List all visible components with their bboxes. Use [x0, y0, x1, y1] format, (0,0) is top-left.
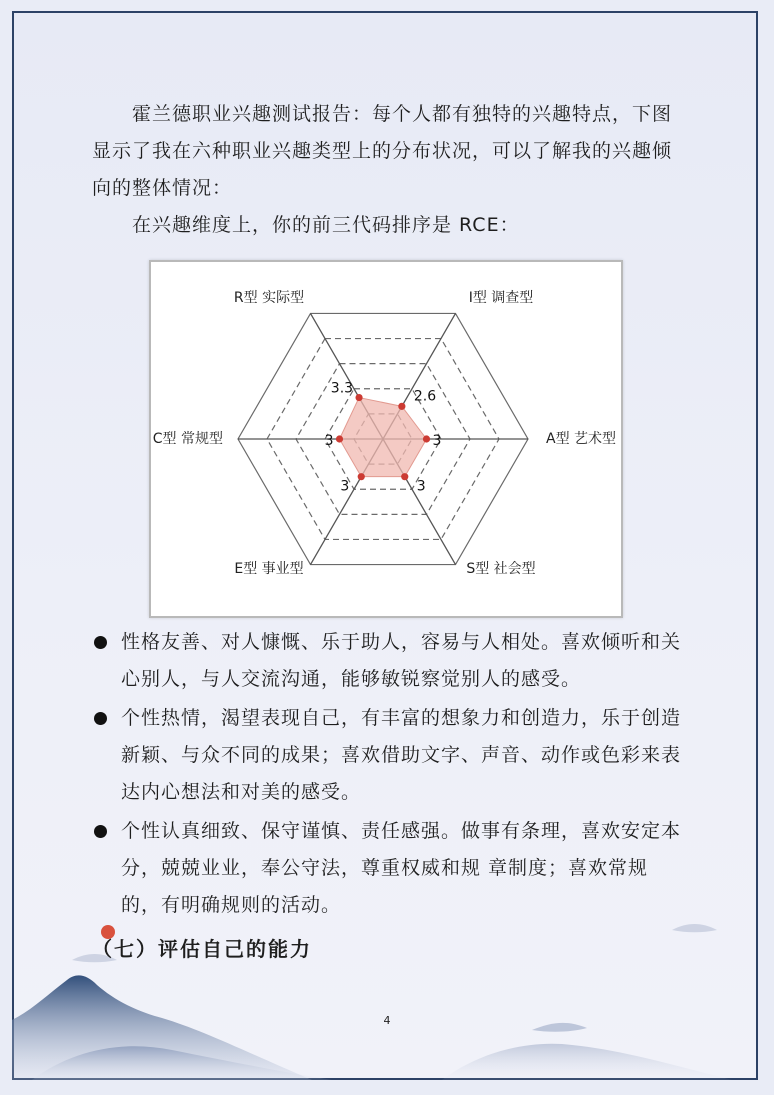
list-item-text: 个性热情，渴望表现自己，有丰富的想象力和创造力，乐于创造新颖、与众不同的成果；喜欢借助文字、声音、动作或色彩来表达内心想法和对美的感受。	[121, 707, 682, 803]
trait-list	[92, 624, 682, 926]
bullet-icon	[94, 712, 107, 725]
radar-axis-label: R型 实际型	[233, 290, 305, 306]
radar-value-label: 3.3	[330, 380, 354, 397]
radar-chart	[149, 260, 623, 618]
radar-value-label: 3	[416, 478, 426, 495]
list-item-text: 性格友善、对人慷慨、乐于助人，容易与人相处。喜欢倾听和关心别人，与人交流沟通，能够敏锐察觉别人的感受。	[121, 631, 682, 690]
radar-data-point	[401, 473, 408, 480]
code-line: 在兴趣维度上，你的前三代码排序是 RCE：	[132, 214, 520, 236]
radar-value-label: 3	[432, 433, 442, 449]
radar-chart-svg	[151, 262, 621, 616]
list-item-text: 个性认真细致、保守谨慎、责任感强。做事有条理，喜欢安定本分，兢兢业业，奉公守法，尊重权威和规 章制度；喜欢常规的，有明确规则的活动。	[121, 820, 682, 916]
radar-value-label: 3	[324, 433, 334, 449]
radar-data-area	[340, 398, 427, 477]
radar-axis-label: I型 调查型	[468, 290, 534, 306]
radar-axis-label: S型 社会型	[466, 561, 536, 577]
list-item	[92, 624, 682, 698]
intro-paragraph: 霍兰德职业兴趣测试报告：每个人都有独特的兴趣特点，下图显示了我在六种职业兴趣类型上的分布状况，可以了解我的兴趣倾向的整体情况：	[92, 103, 673, 199]
radar-axis-label: A型 艺术型	[546, 431, 617, 447]
list-item	[92, 700, 682, 811]
radar-data-point	[336, 435, 343, 442]
radar-value-label: 2.6	[413, 388, 437, 405]
radar-value-label: 3	[340, 478, 350, 495]
radar-data-point	[398, 403, 405, 410]
bullet-icon	[94, 825, 107, 838]
radar-data-point	[355, 394, 362, 401]
list-item	[92, 813, 682, 924]
page-number: 4	[383, 1014, 391, 1027]
bullet-icon	[94, 636, 107, 649]
radar-data-point	[423, 435, 430, 442]
section-heading: （七）评估自己的能力	[92, 937, 312, 961]
radar-data-point	[358, 473, 365, 480]
radar-axis-label: E型 事业型	[234, 561, 304, 577]
radar-axis-label: C型 常规型	[152, 431, 223, 447]
